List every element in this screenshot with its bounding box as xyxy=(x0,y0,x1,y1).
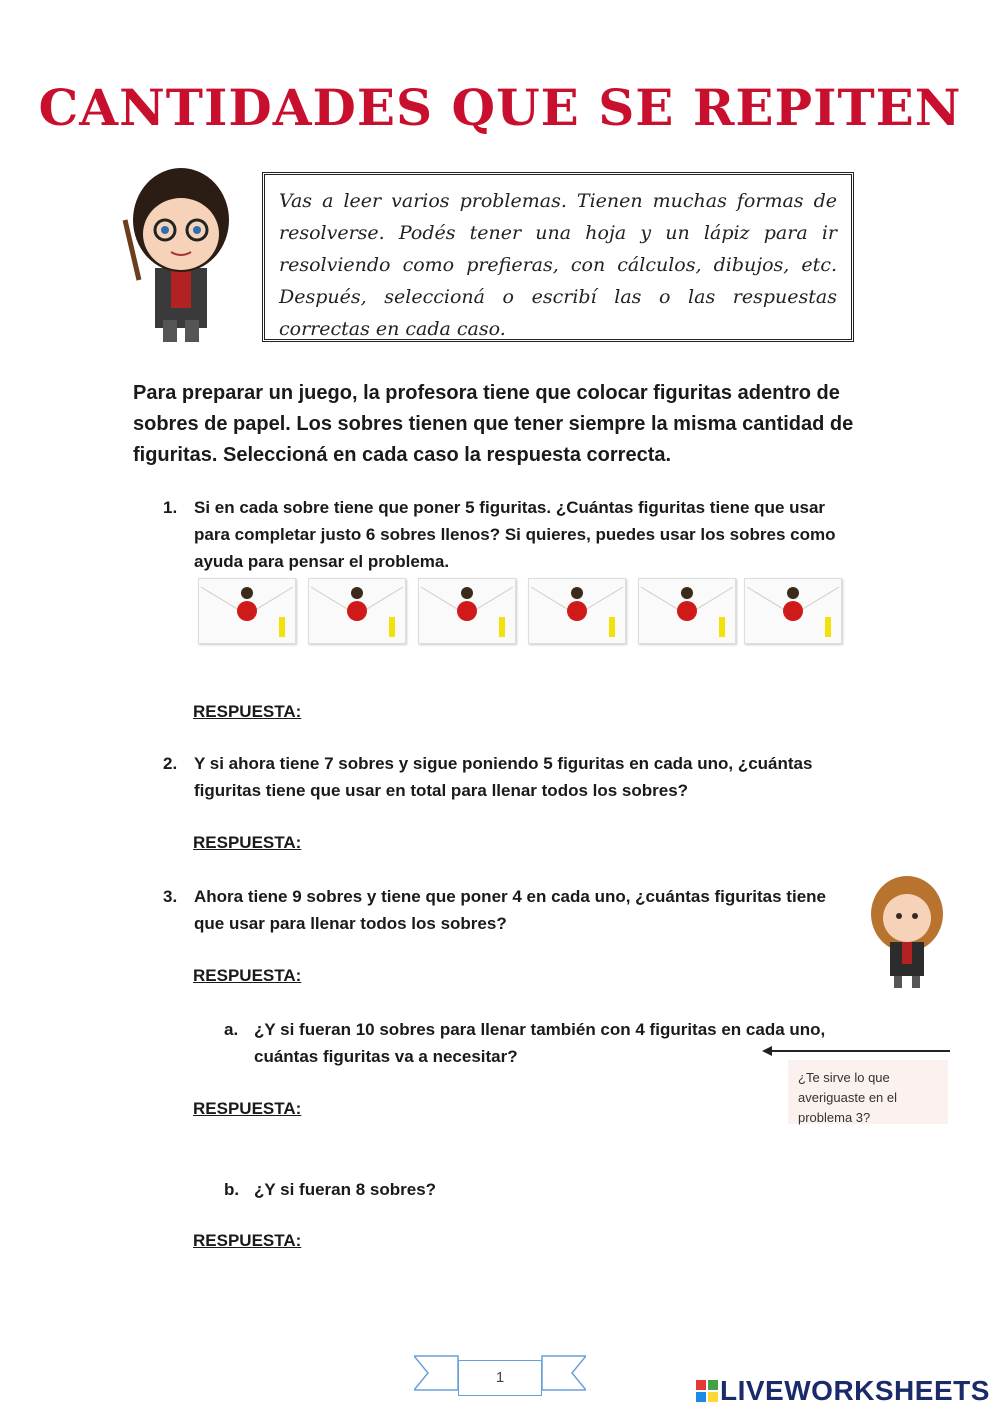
harry-illustration xyxy=(105,150,255,345)
envelope-image xyxy=(528,578,626,644)
answer-label-2: RESPUESTA: xyxy=(193,833,302,852)
answer-label-3: RESPUESTA: xyxy=(193,966,302,985)
hint-box: ¿Te sirve lo que averiguaste en el problema 3? xyxy=(788,1060,948,1124)
subquestion-text: ¿Y si fueran 8 sobres? xyxy=(254,1180,437,1199)
subquestion-letter: a. xyxy=(224,1020,239,1039)
subquestion-text: ¿Y si fueran 10 sobres para llenar también con 4 figuritas en cada uno, cuántas figuritas va a necesitar? xyxy=(254,1020,826,1066)
question-text: Y si ahora tiene 7 sobres y sigue poniendo 5 figuritas en cada uno, ¿cuántas figuritas tiene que usar en total para llenar todos los sobres? xyxy=(194,754,813,800)
subquestion-letter: b. xyxy=(224,1180,240,1199)
answer-label-4: RESPUESTA: xyxy=(193,1099,302,1118)
question-text: Si en cada sobre tiene que poner 5 figuritas. ¿Cuántas figuritas tiene que usar para completar justo 6 sobres llenos? Si quieres, puedes usar los sobres como ayuda para pensar el problema. xyxy=(194,498,836,571)
instructions-box: Vas a leer varios problemas. Tienen muchas formas de resolverse. Podés tener una hoja y un lápiz para ir resolviendo como prefieras, con cálculos, dibujos, etc. Después, seleccioná o escribí las o las respuestas correctas en cada caso. xyxy=(262,172,854,342)
brand-logo: LIVEWORKSHEETS xyxy=(720,1375,990,1406)
page-title: CANTIDADES QUE SE REPITEN xyxy=(38,78,962,137)
question-number: 3. xyxy=(163,887,178,906)
question-text: Ahora tiene 9 sobres y tiene que poner 4 en cada uno, ¿cuántas figuritas tiene que usar para llenar todos los sobres? xyxy=(194,887,826,933)
intro-paragraph: Para preparar un juego, la profesora tiene que colocar figuritas adentro de sobres de papel. Los sobres tienen que tener siempre la misma cantidad de figuritas. Seleccioná en cada caso la respuesta correcta. xyxy=(133,382,854,466)
arrow-left-icon xyxy=(762,1044,952,1058)
question-number: 1. xyxy=(163,498,178,517)
envelope-image xyxy=(744,578,842,644)
liveworksheets-logo-icon xyxy=(696,1380,718,1404)
answer-label-1: RESPUESTA: xyxy=(193,702,302,721)
question-number: 2. xyxy=(163,754,178,773)
envelope-image xyxy=(198,578,296,644)
envelope-image xyxy=(638,578,736,644)
envelope-image xyxy=(308,578,406,644)
answer-label-5: RESPUESTA: xyxy=(193,1231,302,1250)
hermione-illustration xyxy=(862,872,952,992)
envelope-image xyxy=(418,578,516,644)
page-number: 1 xyxy=(458,1360,542,1396)
